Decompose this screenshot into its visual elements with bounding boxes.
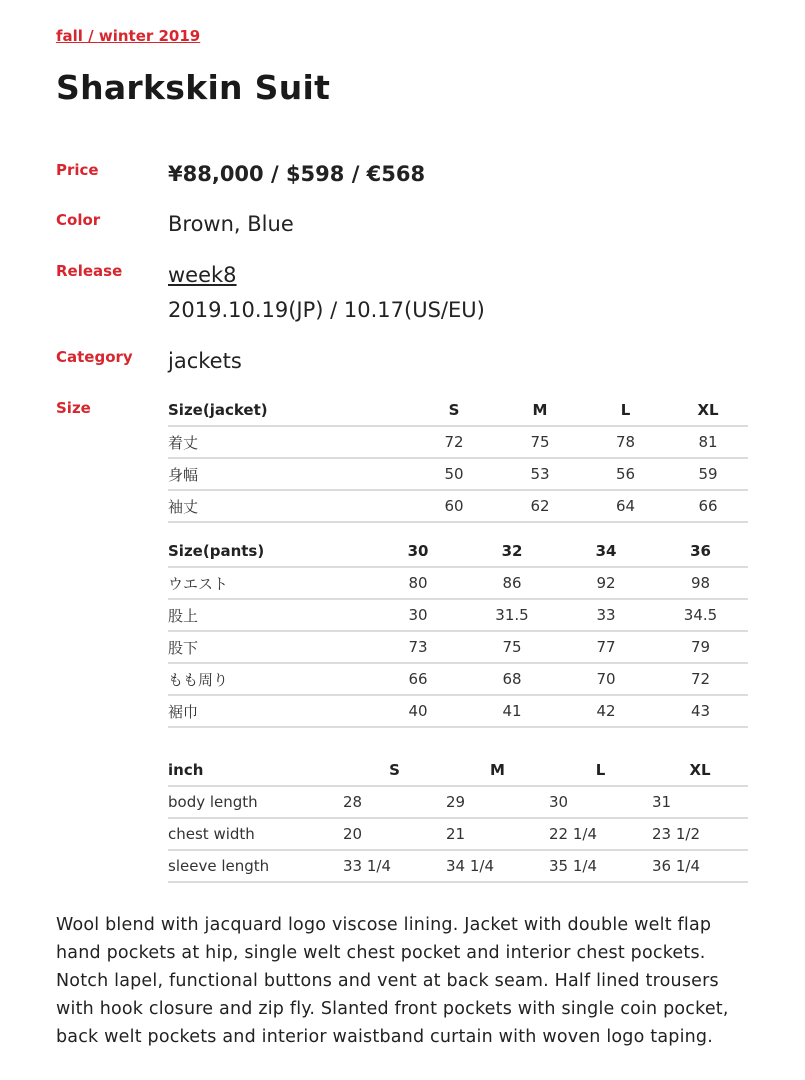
table-cell: 62	[497, 490, 583, 522]
table-cell: sleeve length	[168, 850, 343, 882]
table-cell: 裾巾	[168, 695, 371, 727]
table-row	[168, 663, 748, 695]
table-cell: 43	[653, 695, 748, 727]
product-description: Wool blend with jacquard logo viscose lining. Jacket with double welt flap hand pockets at hip, single welt chest pocket and interior chest pockets. Notch lapel, functional buttons and vent at back seam. Half lined trousers with hook closure and zip fly. Slanted front pockets with single coin pocket, back welt pockets and interior waistband curtain with woven logo taping.	[56, 915, 729, 1047]
table-cell: 66	[668, 490, 748, 522]
table-cell: もも周り	[168, 663, 371, 695]
table-header-cell: M	[497, 395, 583, 426]
table-cell: 98	[653, 567, 748, 599]
table-cell: 31	[652, 786, 748, 818]
table-row	[168, 695, 748, 727]
table-header-cell: L	[549, 755, 652, 786]
inch-size-table	[168, 755, 748, 883]
release-date: 2019.10.19(JP) / 10.17(US/EU)	[168, 298, 485, 322]
table-cell: 86	[465, 567, 559, 599]
table-cell: body length	[168, 786, 343, 818]
table-cell: 33	[559, 599, 653, 631]
price-value: ¥88,000 / $598 / €568	[168, 162, 426, 186]
table-cell: 34.5	[653, 599, 748, 631]
table-row	[168, 599, 748, 631]
table-header-cell: XL	[652, 755, 748, 786]
table-row	[168, 818, 748, 850]
table-cell: 68	[465, 663, 559, 695]
season-link[interactable]: fall / winter 2019	[56, 27, 201, 45]
table-cell: 着丈	[168, 426, 411, 458]
table-cell: 23 1/2	[652, 818, 748, 850]
table-cell: 股上	[168, 599, 371, 631]
table-cell: 42	[559, 695, 653, 727]
table-cell: 身幅	[168, 458, 411, 490]
table-cell: 35 1/4	[549, 850, 652, 882]
table-cell: 50	[411, 458, 497, 490]
table-header-row	[168, 395, 748, 426]
table-header-cell: L	[583, 395, 668, 426]
size-label: Size	[56, 399, 91, 417]
table-cell: 41	[465, 695, 559, 727]
table-cell: 31.5	[465, 599, 559, 631]
table-cell: 53	[497, 458, 583, 490]
table-header-cell: Size(jacket)	[168, 395, 411, 426]
table-row	[168, 426, 748, 458]
release-week-link[interactable]: week8	[168, 263, 237, 287]
table-header-cell: S	[411, 395, 497, 426]
table-cell: 33 1/4	[343, 850, 446, 882]
table-cell: 81	[668, 426, 748, 458]
table-row	[168, 786, 748, 818]
table-header-cell: inch	[168, 755, 343, 786]
table-header-row	[168, 755, 748, 786]
table-header-cell: XL	[668, 395, 748, 426]
table-cell: 72	[411, 426, 497, 458]
table-row	[168, 567, 748, 599]
release-week[interactable]	[168, 263, 237, 287]
table-cell: 56	[583, 458, 668, 490]
table-cell: 64	[583, 490, 668, 522]
table-cell: chest width	[168, 818, 343, 850]
table-cell: 59	[668, 458, 748, 490]
table-cell: 77	[559, 631, 653, 663]
color-value: Brown, Blue	[168, 212, 294, 236]
table-cell: 28	[343, 786, 446, 818]
table-cell: 78	[583, 426, 668, 458]
table-cell: 66	[371, 663, 465, 695]
pants-size-table	[168, 536, 748, 728]
table-cell: 79	[653, 631, 748, 663]
category-value: jackets	[168, 349, 242, 373]
table-cell: 72	[653, 663, 748, 695]
table-header-cell: S	[343, 755, 446, 786]
table-header-cell: 34	[559, 536, 653, 567]
table-cell: 80	[371, 567, 465, 599]
table-cell: 22 1/4	[549, 818, 652, 850]
table-row	[168, 850, 748, 882]
table-header-cell: 32	[465, 536, 559, 567]
page-title: Sharkskin Suit	[56, 68, 331, 107]
table-cell: 29	[446, 786, 549, 818]
table-cell: 92	[559, 567, 653, 599]
table-cell: 40	[371, 695, 465, 727]
table-cell: 30	[549, 786, 652, 818]
release-label: Release	[56, 262, 123, 280]
table-cell: 36 1/4	[652, 850, 748, 882]
table-cell: 60	[411, 490, 497, 522]
table-cell: 21	[446, 818, 549, 850]
table-header-cell: M	[446, 755, 549, 786]
table-cell: 73	[371, 631, 465, 663]
category-label: Category	[56, 348, 133, 366]
price-label: Price	[56, 161, 99, 179]
table-cell: ウエスト	[168, 567, 371, 599]
table-cell: 30	[371, 599, 465, 631]
table-row	[168, 458, 748, 490]
table-cell: 75	[465, 631, 559, 663]
table-header-cell: 36	[653, 536, 748, 567]
table-cell: 75	[497, 426, 583, 458]
table-header-cell: Size(pants)	[168, 536, 371, 567]
table-cell: 袖丈	[168, 490, 411, 522]
table-cell: 70	[559, 663, 653, 695]
table-cell: 股下	[168, 631, 371, 663]
table-row	[168, 631, 748, 663]
jacket-size-table	[168, 395, 748, 523]
table-header-cell: 30	[371, 536, 465, 567]
table-cell: 20	[343, 818, 446, 850]
table-cell: 34 1/4	[446, 850, 549, 882]
table-row	[168, 490, 748, 522]
table-header-row	[168, 536, 748, 567]
color-label: Color	[56, 211, 101, 229]
